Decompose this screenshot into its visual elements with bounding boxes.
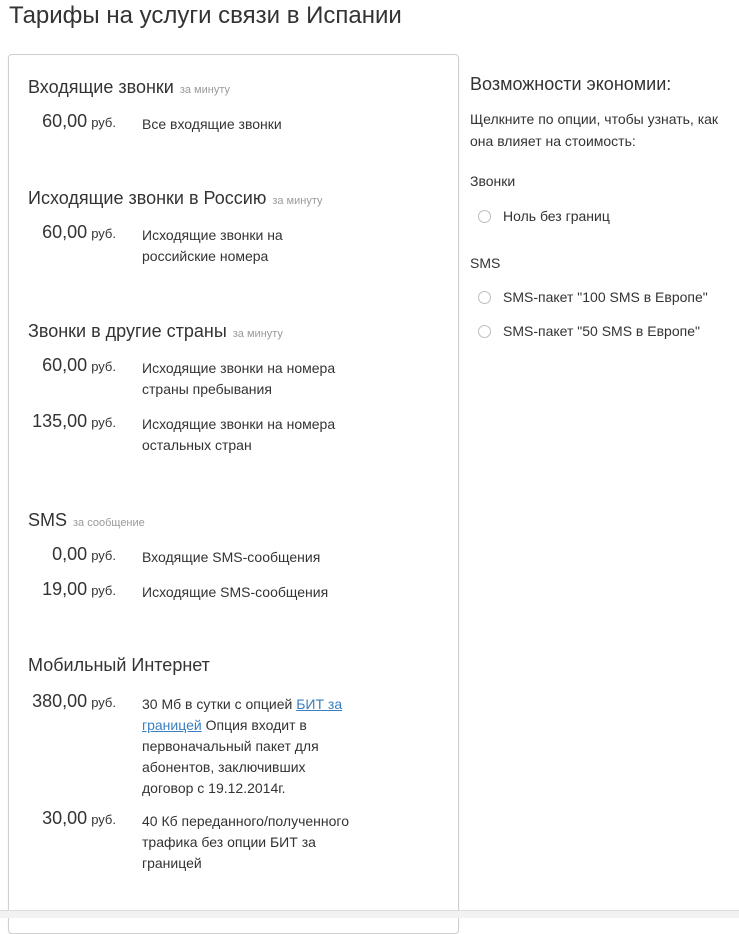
- price-amount: 30: [42, 808, 63, 828]
- price-currency: руб.: [91, 812, 116, 827]
- price-amount: 0: [52, 544, 63, 564]
- section-title-text: Мобильный Интернет: [28, 655, 210, 675]
- price-decimals: ,00: [62, 111, 88, 131]
- section-title-sms: [28, 510, 145, 531]
- price: [42, 808, 116, 829]
- economy-hint: Щелкните по опции, чтобы узнать, как она влияет на стоимость:: [470, 111, 719, 149]
- page-title: Тарифы на услуги связи в Испании: [9, 2, 402, 29]
- bit-abroad-link[interactable]: БИТ за границей: [142, 696, 343, 733]
- price-decimals: ,00: [62, 355, 88, 375]
- radio-button[interactable]: [478, 325, 491, 338]
- tariff-description: Исходящие звонки на номера страны пребывания: [142, 360, 336, 397]
- description-text: 30 Мб в сутки с опцией: [142, 696, 297, 712]
- price-currency: руб.: [91, 415, 116, 430]
- description-text: Опция входит в первоначальный пакет для абонентов, заключивших договор с 19.12.2014г.: [142, 717, 319, 796]
- price: [42, 222, 116, 243]
- economy-panel: [470, 74, 738, 339]
- price-amount: 380: [32, 691, 63, 711]
- tariff-description: Исходящие звонки на номера остальных стран: [142, 416, 336, 453]
- section-title-text: SMS: [28, 510, 68, 530]
- price-currency: руб.: [91, 583, 116, 598]
- option-sms-50-europe[interactable]: [478, 323, 700, 339]
- section-title-outgoing-russia: [28, 188, 323, 209]
- section-title-internet: [28, 655, 210, 676]
- price: [32, 691, 116, 712]
- economy-group-calls: Звонки: [470, 173, 516, 189]
- price-currency: руб.: [91, 695, 116, 710]
- price-decimals: ,00: [62, 808, 88, 828]
- price: [42, 111, 116, 132]
- option-zero-without-borders[interactable]: [478, 208, 610, 224]
- section-title-other-countries: [28, 321, 283, 342]
- price-currency: руб.: [91, 226, 116, 241]
- price-amount: 19: [42, 579, 63, 599]
- price: [42, 579, 116, 600]
- price-currency: руб.: [91, 548, 116, 563]
- tariff-description: Исходящие звонки на российские номера: [142, 227, 283, 264]
- price: [32, 411, 116, 432]
- section-title-text: Исходящие звонки в Россию: [28, 188, 267, 208]
- economy-title: Возможности экономии:: [470, 74, 672, 94]
- price-amount: 60: [42, 111, 63, 131]
- option-sms-100-europe[interactable]: [478, 289, 708, 305]
- option-label: SMS-пакет "50 SMS в Европе": [503, 323, 700, 339]
- section-title-incoming: [28, 77, 230, 98]
- price-amount: 60: [42, 355, 63, 375]
- price-decimals: ,00: [62, 691, 88, 711]
- price: [52, 544, 116, 565]
- price-amount: 60: [42, 222, 63, 242]
- radio-button[interactable]: [478, 291, 491, 304]
- price-currency: руб.: [91, 359, 116, 374]
- tariff-description: Входящие SMS-сообщения: [142, 549, 321, 565]
- tariff-description: [142, 694, 357, 799]
- price-decimals: ,00: [62, 222, 88, 242]
- section-unit: за минуту: [272, 195, 323, 207]
- section-unit: за минуту: [232, 328, 283, 340]
- section-title-text: Входящие звонки: [28, 77, 174, 97]
- option-label: SMS-пакет "100 SMS в Европе": [503, 289, 708, 305]
- price-decimals: ,00: [62, 579, 88, 599]
- option-label: Ноль без границ: [503, 208, 610, 224]
- section-title-text: Звонки в другие страны: [28, 321, 227, 341]
- economy-group-sms: SMS: [470, 255, 501, 271]
- tariff-description: Исходящие SMS-сообщения: [142, 584, 329, 600]
- price-decimals: ,00: [62, 411, 88, 431]
- tariff-description: Все входящие звонки: [142, 116, 282, 132]
- section-unit: за сообщение: [73, 517, 145, 529]
- price-currency: руб.: [91, 115, 116, 130]
- price-decimals: ,00: [62, 544, 88, 564]
- price: [42, 355, 116, 376]
- radio-button[interactable]: [478, 210, 491, 223]
- section-unit: за минуту: [179, 84, 231, 96]
- price-amount: 135: [32, 411, 63, 431]
- tariff-panel: [8, 54, 459, 934]
- tariff-description: 40 Кб переданного/полученного трафика без опции БИТ за границей: [142, 813, 349, 871]
